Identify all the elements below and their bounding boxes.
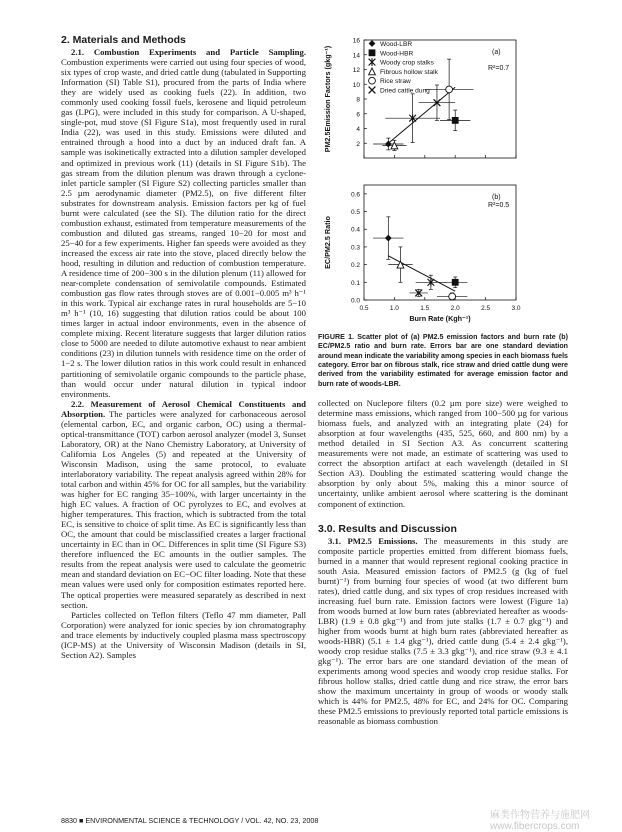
subsection-heading: 2.1. Combustion Experiments and Particle Sampling. xyxy=(71,47,306,57)
section-heading: 2. Materials and Methods xyxy=(61,34,186,46)
y-tick-label: 16 xyxy=(352,37,360,45)
legend-marker-x xyxy=(369,87,376,94)
x-tick-label: 1.0 xyxy=(389,305,399,312)
y-tick-label: 0.3 xyxy=(350,244,360,252)
data-point-square xyxy=(452,117,459,124)
subsection-heading: 3.1. PM2.5 Emissions. xyxy=(328,535,418,546)
panel-label: (a) xyxy=(492,49,501,56)
legend-label: Wood-HBR xyxy=(380,50,414,58)
x-tick-label: 3.0 xyxy=(511,305,521,312)
y-tick-label: 0.2 xyxy=(350,262,360,270)
subsection-heading: 2.2. Measurement of Aerosol Chemical Constituents and Absorption. xyxy=(61,398,306,419)
paragraph-3: Particles collected on Teflon filters (Teflo 47 mm diameter, Pall Corporation) were analyzed for ionic species by ion chromatography and trace elements by inductively coupled plasma mass spectroscopy (ICP-MS) at the University of Wisconsin Madison (details in SI, Section A2). Samples xyxy=(61,609,306,660)
legend-marker-diamond xyxy=(369,40,376,47)
r-squared-label: R²=0.5 xyxy=(488,202,510,209)
y-axis-label: EC/PM2.5 Ratio xyxy=(323,216,332,269)
r-squared-label: R²=0.7 xyxy=(488,65,510,72)
y-tick-label: 2 xyxy=(356,140,360,148)
x-tick-label: 1.5 xyxy=(420,305,430,312)
watermark: 麻类作物营养与施肥网 www.fibercrops.com xyxy=(490,810,590,832)
legend-label: Wood-LBR xyxy=(380,41,413,48)
right-column xyxy=(318,34,568,726)
figure xyxy=(318,34,568,331)
y-tick-label: 0.5 xyxy=(350,209,360,217)
y-axis-label: PM2.5Emission Factors (gkg⁻¹) xyxy=(323,45,332,153)
paragraph-text: Combustion experiments were carried out using four species of wood, six types of crop waste, and dried cattle dung (tabulated in Supporting Information (SI) Table S1), procured from the parts of India where they are widely used as cooking fuels (22). In addition, two commonly used cooking fossil fuels, kerosene and liquid petroleum gas (LPG), were included in this study for comparison. A U-shaped, single-pot, mud stove (SI Figure S1a), most frequently used in rural India (22), was used in this study. Emissions were diluted and entrained through a hood into a duct by an induced draft fan. A sample was isokinetically extracted into a dilution sampler developed and optimized in previous work (11) (details in SI Figure S1b). The gas stream from the dilution plenum was drawn through a cyclone-inlet particle sampler (SI Figure S2) collecting particles smaller than 2.5 µm aerodynamic diameter (PM2.5), on five different filter substrates for downstream analysis. Emission factors per kg of fuel burnt were calculated (see the SI). The dilution ratio for the direct combustion exhaust, estimated from temperature measurements of the combustion and diluted gas streams, ranged 10−20 for most and 25−40 for a few experiments. Higher fan speeds were avoided as they increased the excess air rate into the stove, placed directly below the hood, resulting in dilution and reduction of combustion temperature. A residence time of 200−300 s in the dilution plenum (11) allowed for near-complete condensation of semivolatile compounds. Estimated combustion gas flow rates through stoves are of 0.001−0.005 m³ h⁻¹ in this work. Typical air exchange rates in rural households are 5−10 m³ h⁻¹ (10, 16) suggesting that dilution ratios could be about 100 times larger in actual indoor environments, even in the absence of complete mixing. Recent literature suggests that larger dilution ratios close to 5000 are needed to dilute automotive exhaust to near ambient conditions (23) in dilution tunnels with residence time on the order of 1−2 s. The lower dilution ratios in this work could result in enhanced partitioning of semivolatile organic compounds to the particle phase, than would occur under natural dilution in typical indoor environments. xyxy=(61,57,306,399)
left-column xyxy=(61,34,306,660)
y-tick-label: 0.1 xyxy=(350,279,360,287)
x-axis-label: Burn Rate (Kgh⁻¹) xyxy=(409,314,471,323)
legend-marker-triangle xyxy=(369,68,376,75)
y-tick-label: 0.4 xyxy=(350,226,360,234)
legend-label: Woody crop stalks xyxy=(380,59,434,67)
y-tick-label: 6 xyxy=(356,111,360,119)
y-tick-label: 4 xyxy=(356,126,360,133)
paragraph-text: The particles were analyzed for carbonaceous aerosol (elemental carbon, EC, and organic carbon, OC) using a thermal-optical-transmittance (TOT) carbon aerosol analyzer (model 3, Sunset Laboratory, OR) at the Nano Chemistry Laboratory, at University of California Los Angeles (5) and repeated at the University of Wisconsin Madison, using the same protocol, to evaluate interlaboratory variability. The repeat analysis agreed within 28% for total carbon and within 45% for OC for all samples, but the variability was higher for EC ranging 35−100%, with larger uncertainty in the high EC values. A fraction of OC pyrolyzes to EC, and evolves at higher temperatures. This fraction, which is subtracted from the total EC, is sensitive to choice of split time. As EC is significantly less than OC, the amount that could be misclassified creates a larger fractional uncertainty in EC than in OC. Differences in split time (SI Figure S3) therefore influenced the EC amounts in the outlier samples. The results from the repeat analysis were used to calculate the geometric mean and standard deviation on EC−OC filter loading. Note that these mean values were used only for composition estimates reported here. The optical properties were measured separately as described in next section. xyxy=(61,408,307,610)
paragraph-text: The measurements in this study are composite particle properties emitted from different biomass fuels, burned in a manner that would represent regional cooking practice in south Asia. Measured emission factors of PM2.5 (g (kg of fuel burnt)⁻¹) from burning four species of wood (at two different burn rates), dried cattle dung, and six types of crop residues increased with increasing fuel burn rate. Emission factors were lowest (Figure 1a) from woods burned at low burn rates (abbreviated hereafter as woods-LBR) (1.9 ± 0.8 gkg⁻¹) and from jute stalks (1.7 ± 0.7 gkg⁻¹) and higher from woods burnt at high burn rates (abbreviated hereafter as woods-HBR) (5.1 ± 1.4 gkg⁻¹), dried cattle dung (5.4 ± 2.4 gkg⁻¹), woody crop residue stalks (7.5 ± 3.3 gkg⁻¹), and rice straw (9.3 ± 4.1 gkg⁻¹). The error bars are one standard deviation of the mean of experiments among wood species and woody crop residue stalks. For fibrous hollow stalks, dried cattle dung and rice straw, the error bars show the maximum uncertainty in group of woods or woody stalk which is 44% for PM2.5, 48% for EC, and 24% for OC. Comparing these PM2.5 emissions to previously reported total particle emissions is reasonable as biomass combustion xyxy=(318,535,568,727)
y-tick-label: 10 xyxy=(352,81,360,89)
figure-caption: FIGURE 1. Scatter plot of (a) PM2.5 emission factors and burn rate (b) EC/PM2.5 ratio and burn rate. Errors bar are one standard deviation around mean indicate the variability among species in each biomass fuels category. Error bar on fibrous stalk, rice straw and dried cattle dung were derived from the variability estimated for average emission factor and burn rate of woods-LBR. xyxy=(318,333,568,388)
legend-marker-square xyxy=(369,49,376,56)
legend-marker-circle xyxy=(369,77,376,84)
y-tick-label: 8 xyxy=(356,96,360,104)
data-point-circle xyxy=(449,293,456,300)
x-tick-label: 2.5 xyxy=(481,305,491,312)
y-tick-label: 0.0 xyxy=(350,297,360,305)
paragraph-2-2 xyxy=(61,399,306,610)
paragraph-continued: collected on Nuclepore filters (0.2 µm pore size) were weighed to determine mass emissions, which ranged from 100−500 µg for various biomass fuels, and analyzed with an integrating plate (24) for absorption at four wavelengths (435, 525, 660, and 800 nm) by a method detailed in SI Section A3. As concurrent scattering measurements were not made, an estimate of scattering was used to correct the absorption artifact at each wavelength (detailed in SI Section A3). Doubling the estimated scattering would change the absorption by only about 5%, making this a minor source of uncertainty, unlike ambient aerosol where scattering is the dominant component of extinction. xyxy=(318,398,568,509)
fit-line xyxy=(388,87,455,143)
legend-label: Rice straw xyxy=(380,78,411,86)
results-paragraph xyxy=(318,536,568,727)
legend-label: Dried cattle dung xyxy=(380,87,430,95)
data-point-square xyxy=(452,279,459,286)
panel-label: (b) xyxy=(492,194,501,201)
legend-marker-star xyxy=(369,58,376,66)
x-tick-label: 2.0 xyxy=(450,305,460,312)
legend-label: Fibrous hollow stalk xyxy=(380,68,438,76)
page-footer: 8830 ■ ENVIRONMENTAL SCIENCE & TECHNOLOGY / VOL. 42, NO. 23, 2008 xyxy=(61,816,319,825)
paragraph-2-1 xyxy=(61,47,306,399)
data-point-diamond xyxy=(385,235,392,242)
data-point-circle xyxy=(446,86,453,93)
y-tick-label: 14 xyxy=(352,52,360,60)
figure-chart xyxy=(318,34,568,331)
results-heading: 3.0. Results and Discussion xyxy=(318,522,457,535)
x-tick-label: 0.5 xyxy=(359,305,369,312)
fit-line xyxy=(388,256,455,291)
y-tick-label: 12 xyxy=(352,67,360,74)
y-tick-label: 0.6 xyxy=(350,191,360,199)
